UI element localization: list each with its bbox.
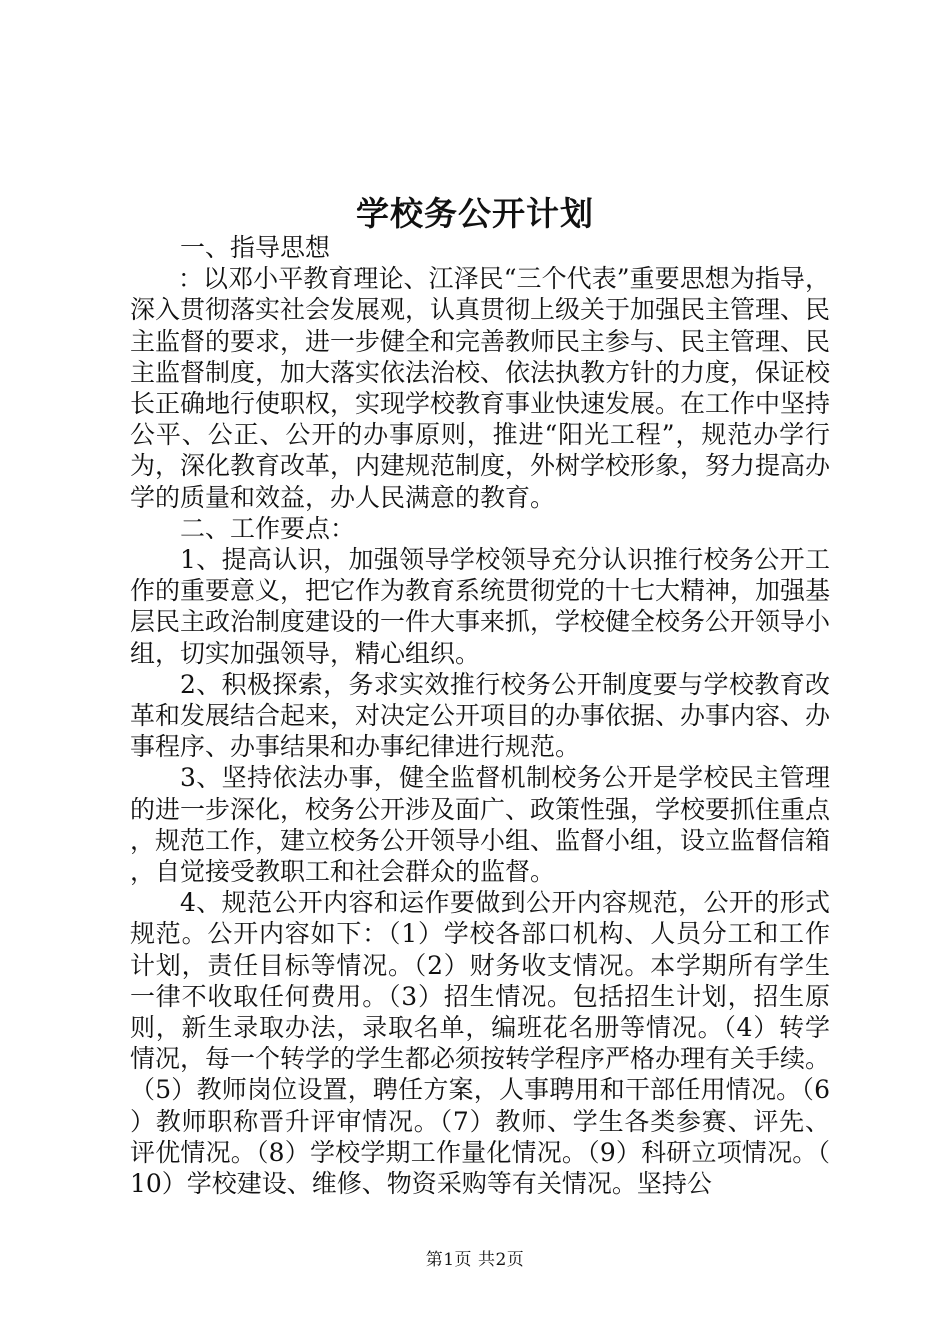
paragraph-point-1: 1、提高认识，加强领导学校领导充分认识推行校务公开工作的重要意义，把它作为教育系统贯彻党的十七大精神，加强基层民主政治制度建设的一件大事来抓，学校健全校务公开领导小组，切实加强领导，精心组织。 — [130, 545, 831, 668]
section-heading-work-points: 二、工作要点： — [180, 513, 356, 543]
paragraph-guiding-ideology: ：以邓小平教育理论、江泽民“三个代表”重要思想为指导，深入贯彻落实社会发展观，认真贯彻上级关于加强民主管理、民主监督的要求，进一步健全和完善教师民主参与、民主管理、民主监督制度，加大落实依法治校、依法执教方针的力度，保证校长正确地行使职权，实现学校教育事业快速发展。在工作中坚持公平、公正、公开的办事原则，推进“阳光工程”，规范办学行为，深化教育改革，内建规范制度，外树学校形象，努力提高办学的质量和效益，办人民满意的教育。 — [130, 264, 831, 512]
section-heading-guiding-ideology: 一、指导思想 — [180, 233, 331, 262]
document-body — [130, 232, 830, 1199]
paragraph-point-3: 3、坚持依法办事，健全监督机制校务公开是学校民主管理的进一步深化，校务公开涉及面广、政策性强，学校要抓住重点，规范工作，建立校务公开领导小组、监督小组，设立监督信箱，自觉接受教职工和社会群众的监督。 — [130, 763, 831, 887]
paragraph-point-2: 2、积极探索，务求实效推行校务公开制度要与学校教育改革和发展结合起来，对决定公开项目的办事依据、办事内容、办事程序、办事结果和办事纪律进行规范。 — [130, 669, 831, 762]
document-title: 学校务公开计划 — [356, 194, 594, 233]
page-number-footer: 第1页 共2页 — [425, 1250, 525, 1270]
paragraph-point-4: 4、规范公开内容和运作要做到公开内容规范，公开的形式规范。公开内容如下：（1）学校各部口机构、人员分工和工作计划，责任目标等情况。（2）财务收支情况。本学期所有学生一律不收取任何费用。（3）招生情况。包括招生计划，招生原则，新生录取办法，录取名单，编班花名册等情况。（4）转学情况，每一个转学的学生都必须按转学程序严格办理有关手续。（5）教师岗位设置，聘任方案，人事聘用和干部任用情况。（6）教师职称晋升评审情况。（7）教师、学生各类参赛、评先、评优情况。（8）学校学期工作量化情况。（9）科研立项情况。（10）学校建设、维修、物资采购等有关情况。坚持公 — [130, 888, 831, 1199]
